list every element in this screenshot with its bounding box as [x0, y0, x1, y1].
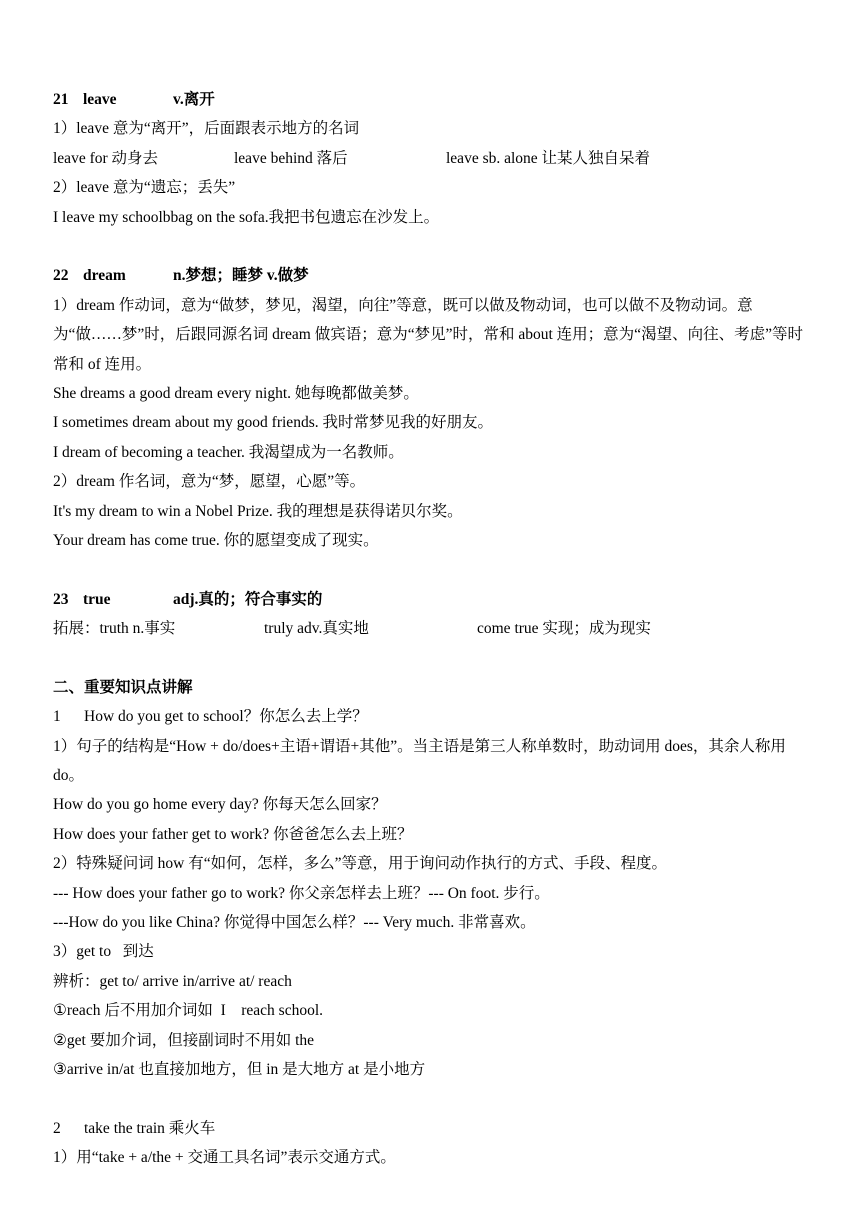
phrase-row	[53, 144, 813, 173]
phrase: 拓展：truth n.事实	[53, 620, 176, 638]
example-sentence: I dream of becoming a teacher. 我渴望成为一名教师。	[53, 443, 404, 461]
phrase: leave sb. alone 让某人独自呆着	[446, 149, 651, 167]
entry-word: leave	[83, 91, 117, 108]
example-sentence: How does your father get to work? 你爸爸怎么去上班？	[53, 825, 413, 843]
text-line: 2）leave 意为“遗忘；丢失”	[53, 179, 236, 197]
point-title: 2 take the train 乘火车	[53, 1119, 216, 1137]
text-line: 1）leave 意为“离开”，后面跟表示地方的名词	[53, 120, 360, 138]
text-line: 1）用“take + a/the + 交通工具名词”表示交通方式。	[53, 1149, 396, 1167]
entry-word: dream	[83, 267, 126, 285]
document-page	[53, 85, 813, 1173]
entry-21-heading	[53, 85, 813, 114]
text-line: 2）dream 作名词，意为“梦，愿望，心愿”等。	[53, 473, 366, 491]
example-sentence: She dreams a good dream every night. 她每晚都做美梦。	[53, 384, 419, 402]
text-line: 2）特殊疑问词 how 有“如何，怎样，多么”等意，用于询问动作执行的方式、手段、程度。	[53, 855, 667, 873]
entry-number: 22	[53, 267, 69, 285]
text-line: ③arrive in/at 也直接加地方，但 in 是大地方 at 是小地方	[53, 1060, 426, 1078]
example-sentence: I sometimes dream about my good friends. 我时常梦见我的好朋友。	[53, 414, 493, 432]
example-sentence: Your dream has come true. 你的愿望变成了现实。	[53, 531, 379, 549]
text-line: 3）get to 到达	[53, 943, 154, 961]
text-line: 辨析：get to/ arrive in/arrive at/ reach	[53, 972, 292, 990]
example-sentence: ---How do you like China? 你觉得中国怎么样？--- Very much. 非常喜欢。	[53, 914, 536, 932]
example-sentence: --- How does your father go to work? 你父亲怎样去上班？--- On foot. 步行。	[53, 884, 550, 902]
entry-word: true	[83, 590, 111, 608]
phrase-row	[53, 614, 813, 643]
phrase: truly adv.真实地	[264, 620, 369, 638]
text-paragraph: 1）句子的结构是“How + do/does+主语+谓语+其他”。当主语是第三人称单数时，助动词用 does，其余人称用 do。	[53, 737, 786, 785]
point-title: 1 How do you get to school？你怎么去上学？	[53, 708, 368, 726]
entry-pos: n.梦想；睡梦 v.做梦	[173, 267, 309, 285]
entry-number: 23	[53, 590, 69, 608]
phrase: leave for 动身去	[53, 149, 159, 167]
example-sentence: It's my dream to win a Nobel Prize. 我的理想是获得诺贝尔奖。	[53, 502, 463, 520]
entry-23-heading	[53, 585, 813, 614]
entry-pos: v.离开	[173, 91, 215, 108]
text-line: ①reach 后不用加介词如 I reach school.	[53, 1002, 324, 1020]
example-sentence: I leave my schoolbbag on the sofa.我把书包遗忘在沙发上。	[53, 208, 440, 226]
phrase: leave behind 落后	[234, 149, 348, 167]
entry-number: 21	[53, 91, 69, 108]
section-heading: 二、重要知识点讲解	[53, 678, 193, 696]
text-line: ②get 要加介词，但接副词时不用如 the	[53, 1031, 315, 1049]
text-paragraph: 1）dream 作动词，意为“做梦，梦见，渴望，向往”等意，既可以做及物动词，也可以做不及物动词。意为“做……梦”时，后跟同源名词 dream 做宾语；意为“梦见”时，常和 about 连用；意为“渴望、向往、考虑”等时常和 of 连用。	[53, 296, 803, 373]
entry-22-heading	[53, 261, 813, 290]
phrase: come true 实现；成为现实	[477, 620, 651, 638]
example-sentence: How do you go home every day? 你每天怎么回家？	[53, 796, 387, 814]
entry-pos: adj.真的；符合事实的	[173, 590, 323, 608]
